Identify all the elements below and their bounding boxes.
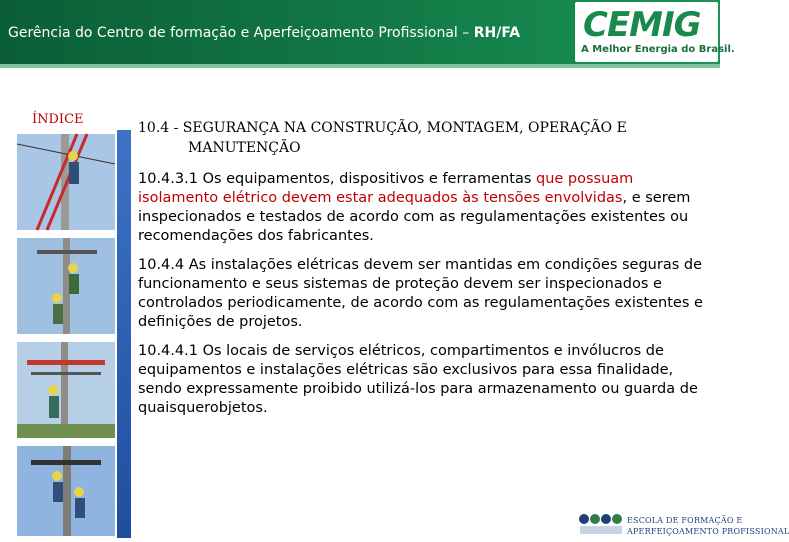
- photo-pole-top-team: [17, 446, 115, 536]
- main-content: [138, 118, 708, 428]
- cemig-logo: [575, 2, 735, 62]
- photo-strip: [7, 130, 131, 538]
- school-logo: [577, 508, 789, 538]
- photo-strip-accent: [117, 130, 131, 538]
- paragraph-10-4-3-1-start: 10.4.3.1 Os equipamentos, dispositivos e ferramentas: [138, 171, 536, 187]
- photo-crossarm-work: [17, 342, 115, 438]
- section-heading-line1: 10.4 - SEGURANÇA NA CONSTRUÇÃO, MONTAGEM, OPERAÇÃO E: [138, 120, 627, 136]
- page-title-main: Gerência do Centro de formação e Aperfeiçoamento Profissional –: [8, 25, 470, 41]
- cemig-logo-text: CEMIG: [583, 5, 701, 45]
- header-bar: [0, 0, 735, 66]
- school-logo-line2: APERFEIÇOAMENTO PROFISSIONAL: [627, 527, 789, 536]
- page-title: [8, 25, 520, 41]
- paragraph-10-4-4: 10.4.4 As instalações elétricas devem ser mantidas em condições seguras de funcionamento e seus sistemas de proteção devem ser inspecionados e controlados periodicamente, de acordo com as regulamentações existentes e definições de projetos.: [138, 257, 703, 330]
- photo-lineworker-ladder: [17, 134, 115, 230]
- page-title-unit: RH/FA: [473, 25, 521, 41]
- school-logo-line1: ESCOLA DE FORMAÇÃO E: [627, 516, 743, 525]
- cemig-logo-tagline: A Melhor Energia do Brasil.: [581, 44, 735, 55]
- photo-lineworkers-pole: [17, 238, 115, 334]
- section-heading: [138, 118, 708, 158]
- school-logo-emblem: [577, 508, 625, 538]
- paragraph-10-4-4-1: 10.4.4.1 Os locais de serviços elétricos, compartimentos e invólucros de equipamentos e instalações elétricas são exclusivos para essa finalidade, sendo expressamente proibido utilizá-los para armazenamento ou guarda de quaisquerobjetos.: [138, 343, 698, 416]
- paragraph-10-4-3-1-end: , e serem inspecionados e testados de acordo com as regulamentações existentes ou recomendações dos fabricantes.: [138, 190, 691, 244]
- index-link[interactable]: ÍNDICE: [32, 112, 84, 127]
- header-divider: [0, 64, 720, 68]
- paragraph-10-4-3-1-highlight: que possuam isolamento elétrico devem estar adequados às tensões envolvidas: [138, 171, 634, 206]
- paragraph-10-4-3-1: [138, 170, 708, 246]
- section-heading-line2: MANUTENÇÃO: [188, 140, 301, 156]
